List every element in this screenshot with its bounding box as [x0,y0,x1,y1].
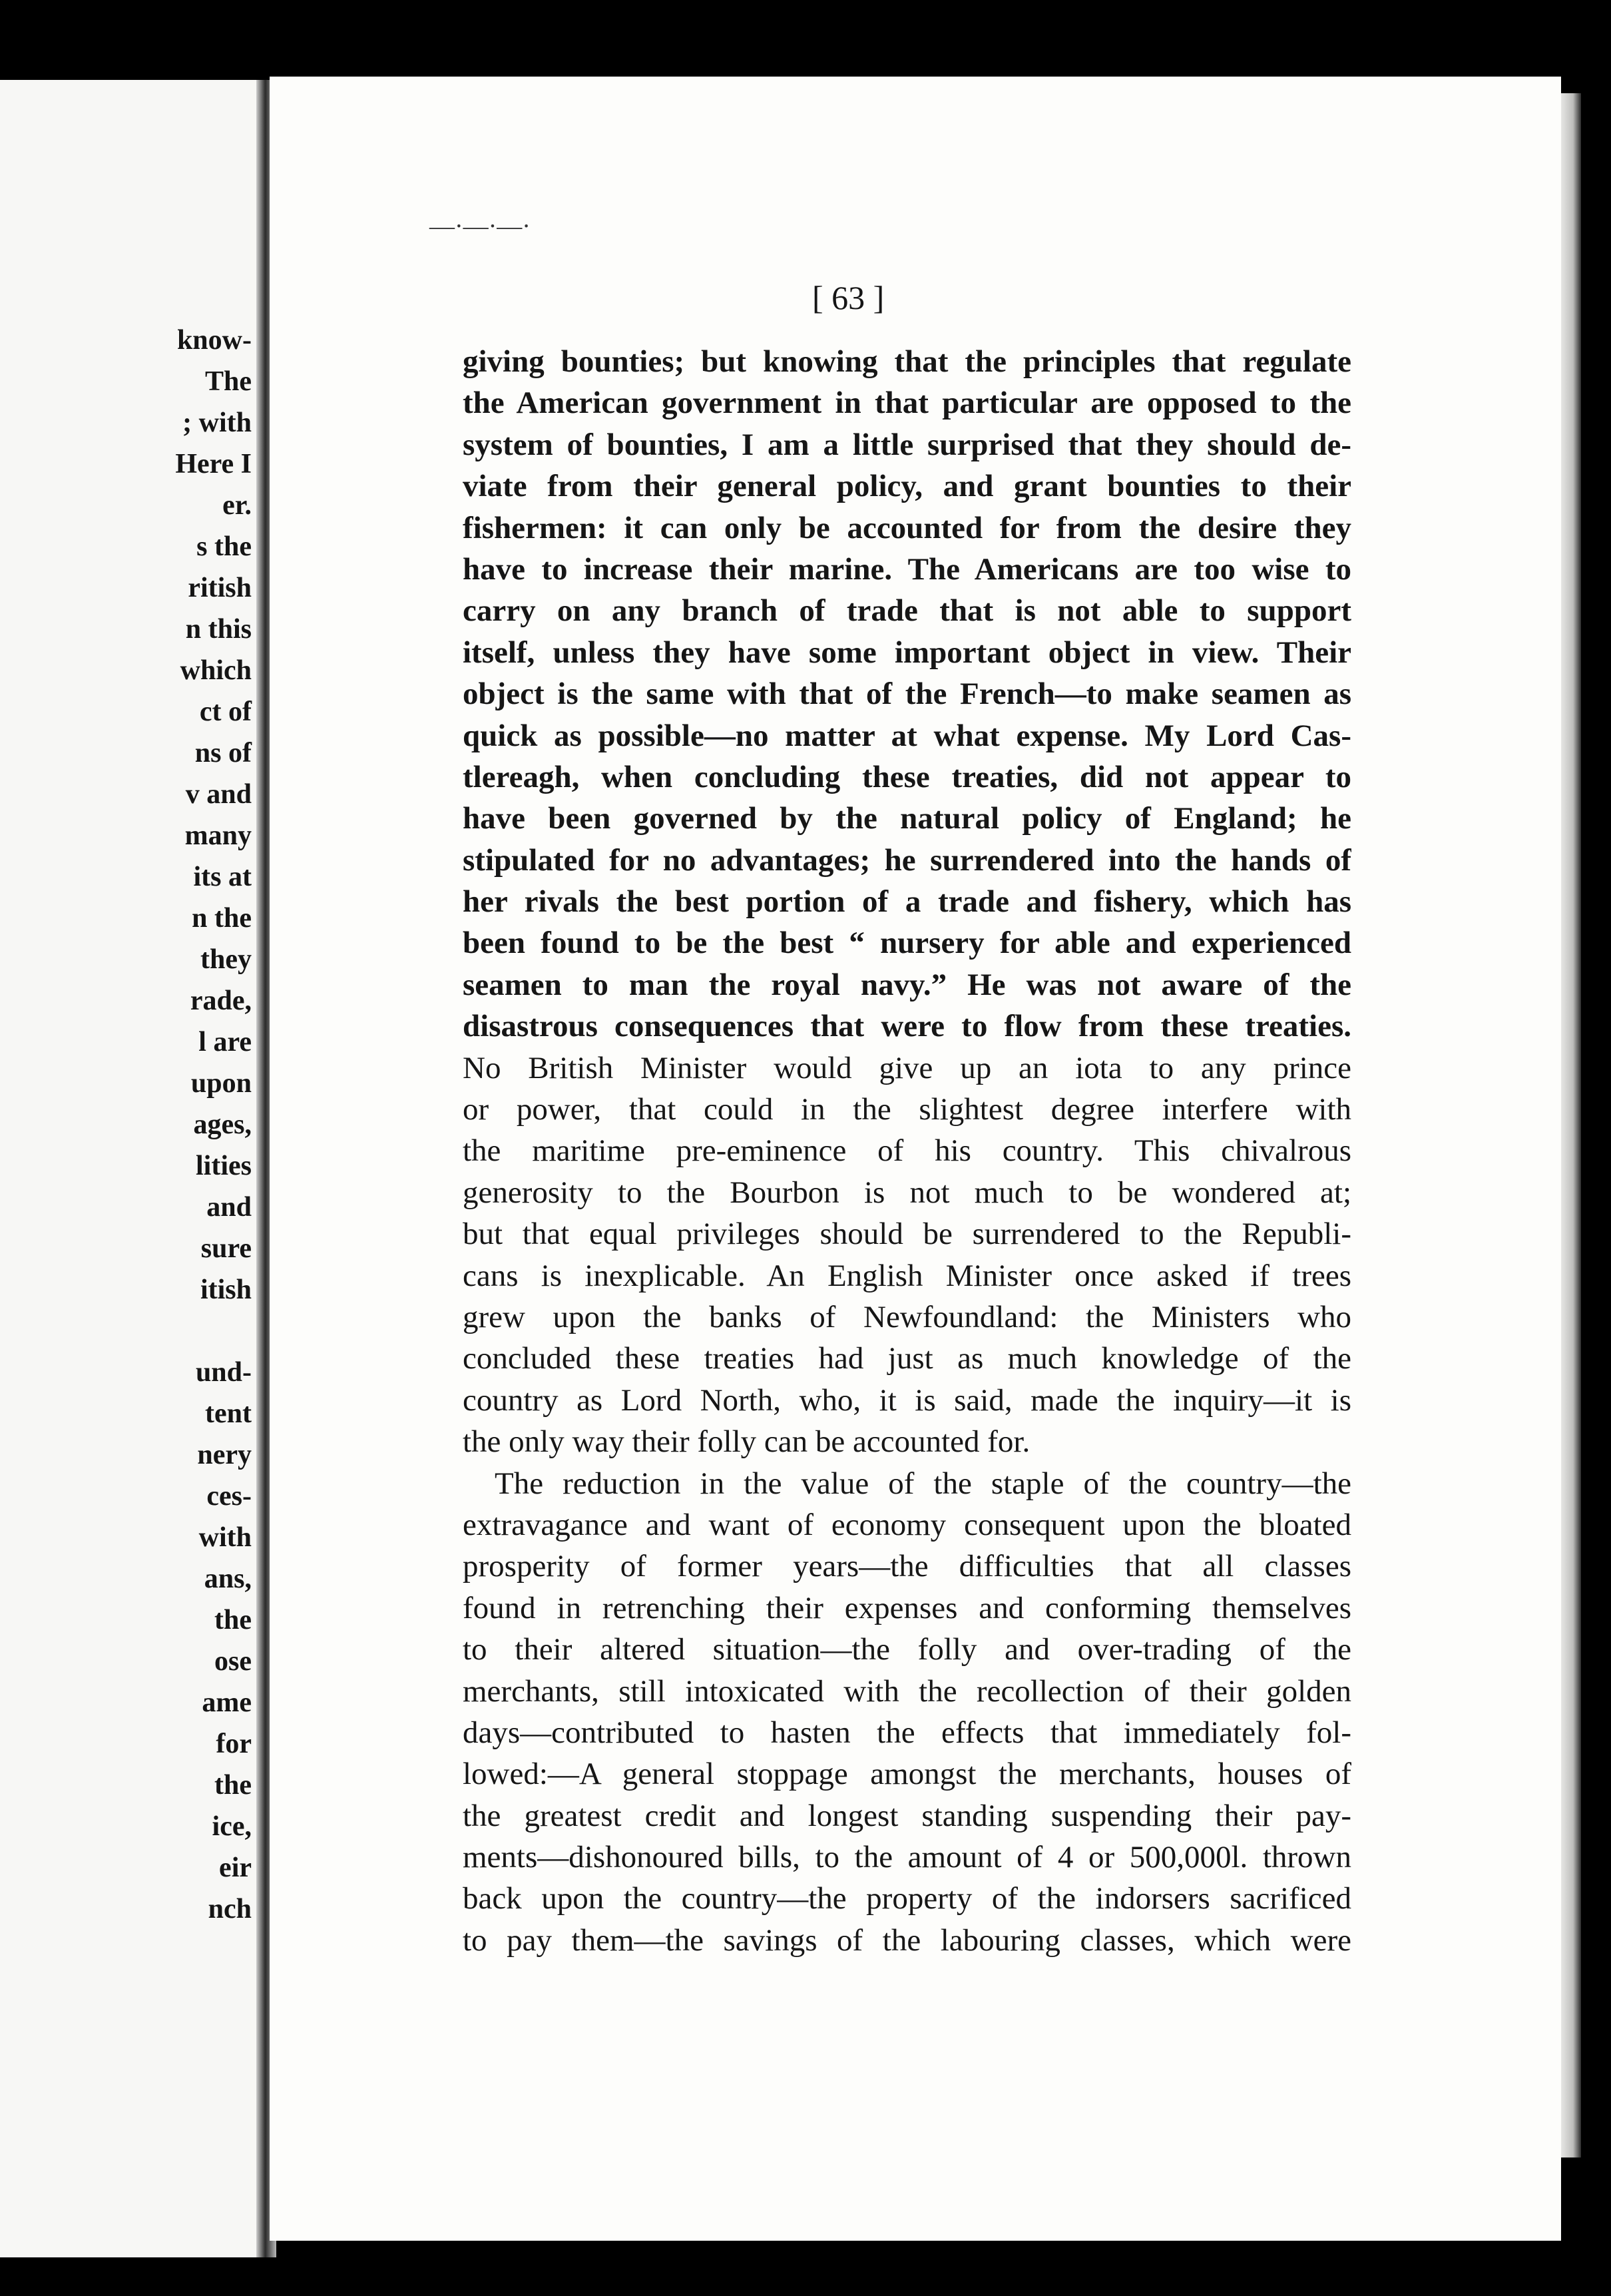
left-fragment: they [200,944,252,975]
left-fragment: eir [219,1853,252,1883]
left-fragment: know- [176,325,252,356]
text-line: stipulated for no advantages; he surrendered into the hands of [463,842,1351,878]
text-line: the greatest credit and longest standing suspending their pay- [463,1798,1351,1833]
left-fragment: ns of [194,738,252,768]
text-line: extravagance and want of economy consequent upon the bloated [463,1507,1351,1542]
text-line: giving bounties; but knowing that the principles that regulate [463,344,1351,379]
text-line: the only way their folly can be accounted for. [463,1424,1031,1460]
text-line: been found to be the best “ nursery for able and experienced [463,926,1351,961]
text-line: tlereagh, when concluding these treaties, did not appear to [463,759,1351,794]
text-line: back upon the country—the property of the indorsers sacrificed [463,1881,1351,1916]
text-line: concluded these treaties had just as much knowledge of the [463,1341,1351,1376]
left-fragment: rade, [190,986,252,1016]
text-line: system of bounties, I am a little surprised that they should de- [463,427,1351,462]
text-line: or power, that could in the slightest degree interfere with [463,1092,1351,1127]
left-fragment: which [180,655,252,686]
header-ornament: —·—·—· [429,212,531,240]
left-fragment: the [214,1605,252,1635]
left-fragment: er. [222,490,252,521]
text-line: object is the same with that of the French—to make seamen as [463,677,1351,712]
text-line: but that equal privileges should be surrendered to the Republi- [463,1217,1351,1252]
text-line: days—contributed to hasten the effects that immediately fol- [463,1715,1351,1750]
left-fragment: ages, [193,1109,252,1140]
left-fragment: s the [196,531,252,562]
text-line: her rivals the best portion of a trade and fishery, which has [463,884,1351,920]
left-page-text-fragments [53,320,266,1930]
text-line: have to increase their marine. The Americans are too wise to [463,551,1351,587]
text-line: cans is inexplicable. An English Minister once asked if trees [463,1258,1351,1293]
text-line: quick as possible—no matter at what expense. My Lord Cas- [463,718,1351,753]
left-fragment: upon [190,1068,252,1099]
page-edge [1561,93,1581,2157]
text-line: grew upon the banks of Newfoundland: the Ministers who [463,1299,1351,1334]
text-line: have been governed by the natural policy of England; he [463,801,1351,836]
left-fragment: ct of [199,697,252,727]
left-fragment: nch [208,1894,252,1924]
left-fragment: ame [202,1687,252,1718]
text-line: itself, unless they have some important object in view. Their [463,635,1351,670]
left-fragment: ose [214,1646,252,1677]
left-fragment: Here I [175,449,252,479]
text-line: the maritime pre-eminence of his country. This chivalrous [463,1133,1351,1169]
left-fragment: ans, [204,1564,252,1594]
left-fragment: and [206,1192,252,1223]
left-fragment: with [198,1522,252,1553]
left-fragment: v and [185,779,252,810]
text-line: to their altered situation—the folly and over-trading of the [463,1632,1351,1667]
text-line: No British Minister would give up an iota to any prince [463,1050,1351,1085]
left-fragment: The [204,366,252,397]
text-line: found in retrenching their expenses and conforming themselves [463,1590,1351,1625]
left-fragment: its at [193,862,252,892]
text-line: to pay them—the savings of the labouring classes, which were [463,1922,1351,1958]
left-fragment: und- [195,1357,252,1388]
text-line: ments—dishonoured bills, to the amount of 4 or 500,000l. thrown [463,1840,1351,1875]
left-fragment: itish [200,1275,252,1305]
text-line: fishermen: it can only be accounted for from the desire they [463,510,1351,545]
left-fragment: n the [192,903,252,934]
left-page [0,80,266,2257]
text-line: disastrous consequences that were to flow from these treaties. [463,1009,1351,1044]
text-line: generosity to the Bourbon is not much to be wondered at; [463,1175,1351,1210]
text-line: carry on any branch of trade that is not able to support [463,593,1351,629]
left-fragment: many [184,820,252,851]
text-line: merchants, still intoxicated with the recollection of their golden [463,1673,1351,1709]
body-text [463,341,1351,1961]
text-line: viate from their general policy, and grant bounties to their [463,469,1351,504]
left-fragment: ces- [206,1481,252,1512]
left-fragment: nery [197,1440,252,1470]
paragraph-start-line: The reduction in the value of the staple of the country—the [495,1466,1351,1501]
left-fragment: n this [185,614,252,645]
text-line: the American government in that particular are opposed to the [463,386,1351,421]
left-fragment: lities [196,1151,252,1181]
left-fragment: l are [198,1027,252,1057]
left-fragment: for [216,1729,252,1759]
text-line: seamen to man the royal navy.” He was not aware of the [463,967,1351,1002]
left-fragment: tent [205,1398,252,1429]
left-fragment [53,1310,266,1352]
left-fragment: ; with [182,408,252,438]
left-fragment: ice, [212,1811,252,1842]
page-number: [ 63 ] [812,279,885,316]
left-fragment: ritish [188,573,252,603]
left-fragment: sure [200,1233,252,1264]
text-line: prosperity of former years—the difficulties that all classes [463,1549,1351,1584]
text-line: country as Lord North, who, it is said, made the inquiry—it is [463,1382,1351,1418]
text-line: lowed:—A general stoppage amongst the merchants, houses of [463,1757,1351,1792]
left-fragment: the [214,1770,252,1801]
